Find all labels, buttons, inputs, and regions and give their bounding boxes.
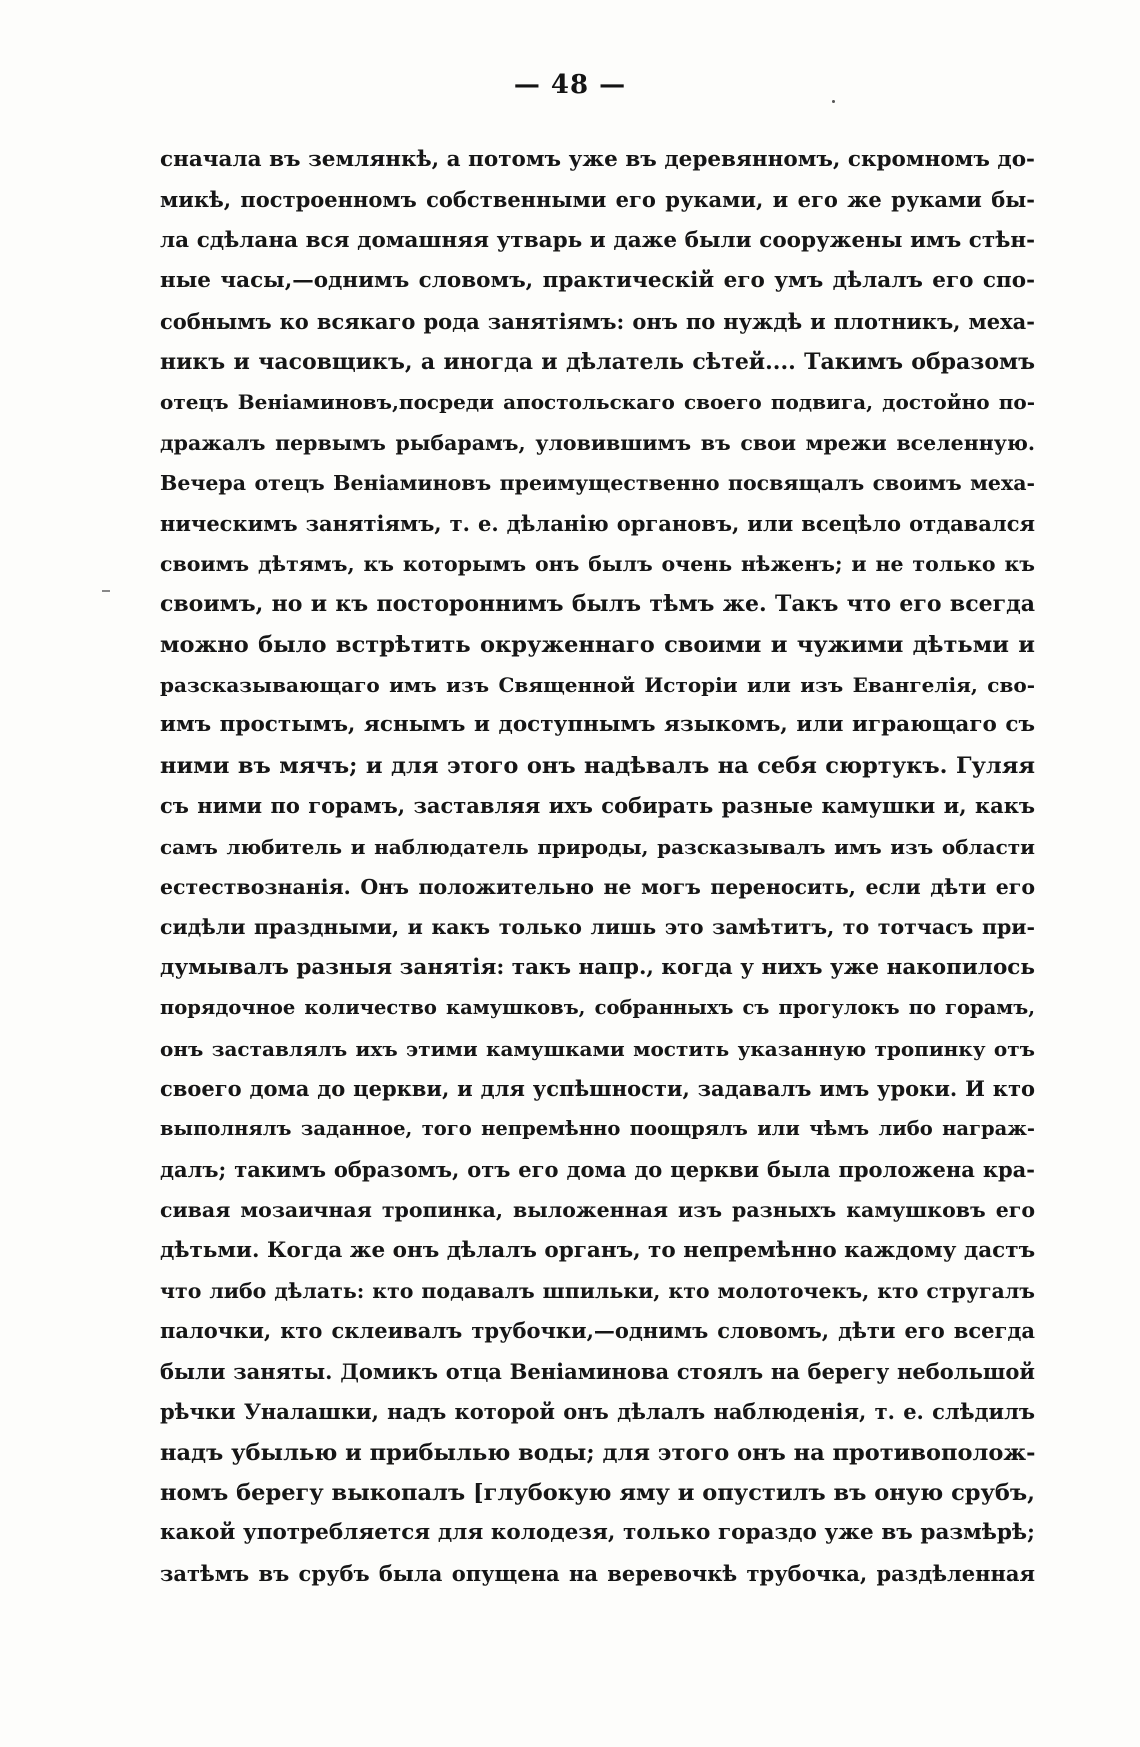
text-line: сивая мозаичная тропинка, выложенная изъ разныхъ камушковъ его	[160, 1198, 1035, 1223]
text-line: никъ и часовщикъ, а иногда и дѣлатель сѣтей.... Такимъ образомъ	[160, 348, 1035, 375]
text-line: думывалъ разныя занятія: такъ напр., когда у нихъ уже накопилось	[160, 954, 1035, 980]
text-line: своимъ дѣтямъ, къ которымъ онъ былъ очень нѣженъ; и не только къ	[160, 551, 1035, 576]
text-line: самъ любитель и наблюдатель природы, разсказывалъ имъ изъ области	[160, 834, 1035, 859]
margin-mark	[102, 590, 110, 592]
text-line: имъ простымъ, яснымъ и доступнымъ языкомъ, или играющаго съ	[160, 712, 1035, 738]
text-line: Вечера отецъ Веніаминовъ преимущественно посвящалъ своимъ меха-	[160, 471, 1035, 496]
text-line: дражалъ первымъ рыбарамъ, уловившимъ въ свои мрежи вселенную.	[160, 430, 1035, 455]
text-line: съ ними по горамъ, заставляя ихъ собирать разные камушки и, какъ	[160, 793, 1035, 819]
text-line: дѣтьми. Когда же онъ дѣлалъ органъ, то непремѣнно каждому дастъ	[160, 1237, 1035, 1263]
text-line: можно было встрѣтить окруженнаго своими и чужими дѣтьми и	[160, 631, 1035, 658]
text-line: разсказывающаго имъ изъ Священной Исторіи или изъ Евангелія, сво-	[160, 673, 1035, 698]
text-line: своимъ, но и къ постороннимъ былъ тѣмъ же. Такъ что его всегда	[160, 591, 1035, 618]
text-line: ними въ мячъ; и для этого онъ надѣвалъ на себя сюртукъ. Гуляя	[160, 752, 1035, 779]
page-number: — 48 —	[513, 70, 627, 100]
text-line: микѣ, построенномъ собственными его руками, и его же руками бы-	[160, 187, 1035, 213]
text-line: палочки, кто склеивалъ трубочки,—однимъ словомъ, дѣти его всегда	[160, 1318, 1035, 1344]
text-line: надъ убылью и прибылью воды; для этого онъ на противополож-	[160, 1439, 1035, 1466]
text-line: сначала въ землянкѣ, а потомъ уже въ деревянномъ, скромномъ до-	[160, 147, 1035, 172]
text-line: какой употребляется для колодезя, только гораздо уже въ размѣрѣ;	[160, 1520, 1035, 1546]
text-line: ные часы,—однимъ словомъ, практическій его умъ дѣлалъ его спо-	[160, 268, 1035, 294]
text-line: были заняты. Домикъ отца Веніаминова стоялъ на берегу небольшой	[160, 1358, 1035, 1384]
text-line: сидѣли праздными, и какъ только лишь это замѣтитъ, то тотчасъ при-	[160, 915, 1035, 940]
text-line: своего дома до церкви, и для успѣшности, задавалъ имъ уроки. И кто	[160, 1075, 1035, 1101]
text-line: ла сдѣлана вся домашняя утварь и даже были сооружены имъ стѣн-	[160, 227, 1035, 253]
print-speck	[832, 100, 835, 103]
text-line: далъ; такимъ образомъ, отъ его дома до церкви была проложена кра-	[160, 1156, 1035, 1182]
text-line: затѣмъ въ срубъ была опущена на веревочкѣ трубочка, раздѣленная	[160, 1560, 1035, 1586]
text-line: рѣчки Уналашки, надъ которой онъ дѣлалъ наблюденія, т. е. слѣдилъ	[160, 1399, 1035, 1425]
text-line: ническимъ занятіямъ, т. е. дѣланію органовъ, или всецѣло отдавался	[160, 510, 1035, 536]
text-line: естествознанія. Онъ положительно не могъ переносить, если дѣти его	[160, 875, 1035, 900]
text-line: что либо дѣлать: кто подавалъ шпильки, кто молоточекъ, кто стругалъ	[160, 1278, 1035, 1303]
text-line: выполнялъ заданное, того непремѣнно поощрялъ или чѣмъ либо награж-	[160, 1117, 1035, 1141]
text-line: порядочное количество камушковъ, собранныхъ съ прогулокъ по горамъ,	[160, 996, 1035, 1020]
text-line: онъ заставлялъ ихъ этими камушками мостить указанную тропинку отъ	[160, 1036, 1035, 1061]
text-line: отецъ Веніаминовъ,посреди апостольскаго своего подвига, достойно по-	[160, 390, 1035, 415]
text-line: собнымъ ко всякаго рода занятіямъ: онъ по нуждѣ и плотникъ, меха-	[160, 308, 1035, 334]
text-line: номъ берегу выкопалъ [глубокую яму и опустилъ въ оную срубъ,	[160, 1479, 1035, 1506]
body-text	[160, 140, 1035, 1594]
